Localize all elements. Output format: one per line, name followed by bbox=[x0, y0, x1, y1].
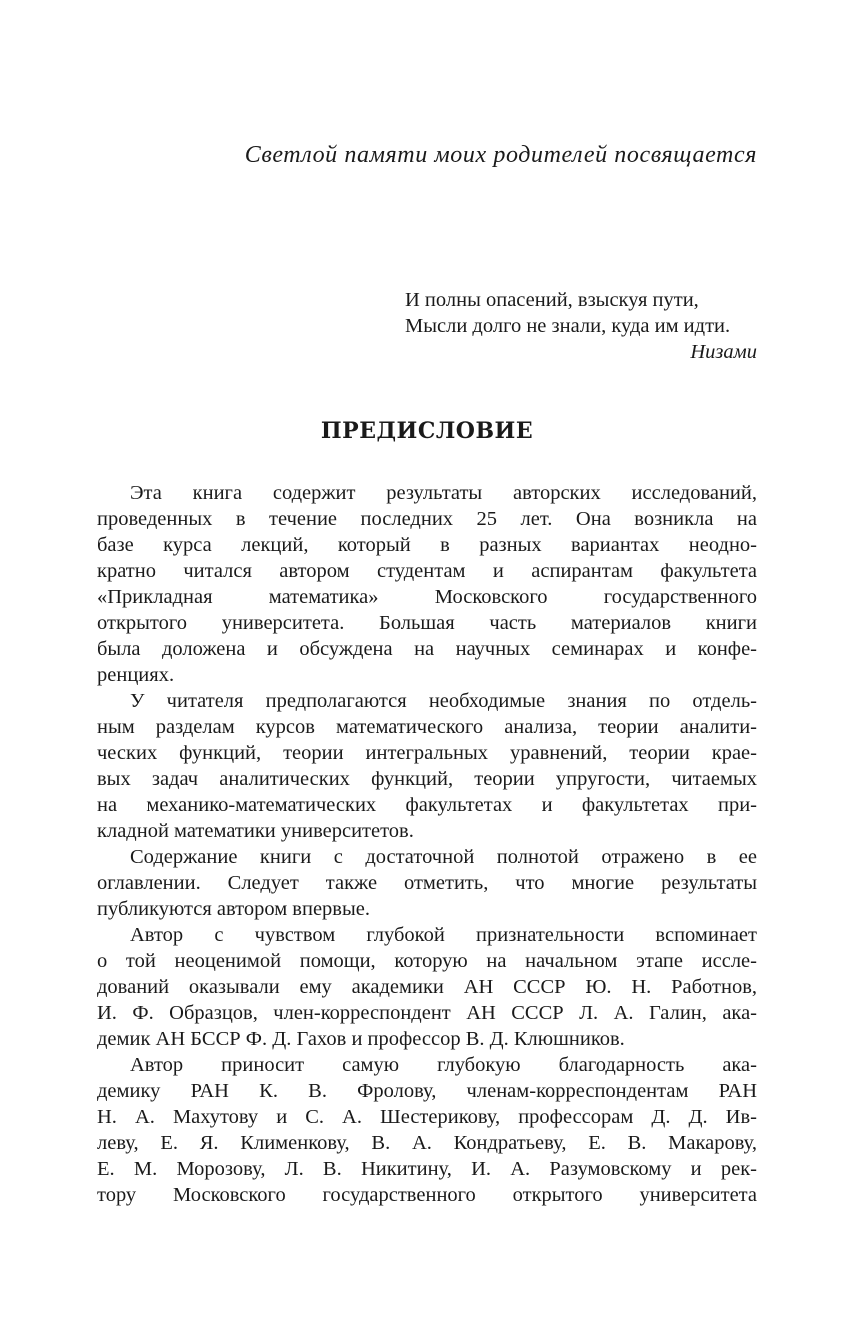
text-line: дований оказывали ему академики АН СССР Ю. Н. Работнов, bbox=[97, 976, 757, 998]
text-line: кратно читался автором студентам и аспирантам факультета bbox=[97, 560, 757, 582]
epigraph-author: Низами bbox=[690, 341, 757, 363]
text-line: проведенных в течение последних 25 лет. Она возникла на bbox=[97, 508, 757, 530]
epigraph bbox=[405, 287, 757, 365]
text-line: демик АН БССР Ф. Д. Гахов и профессор В. Д. Клюшников. bbox=[97, 1028, 625, 1050]
page-title: ПРЕДИСЛОВИЕ bbox=[320, 418, 534, 444]
text-line: кладной математики университетов. bbox=[97, 820, 414, 842]
preface-text bbox=[97, 480, 757, 1208]
text-line: И. Ф. Образцов, член-корреспондент АН СССР Л. А. Галин, ака- bbox=[97, 1002, 757, 1024]
dedication: Светлой памяти моих родителей посвящается bbox=[244, 142, 757, 168]
text-line: У читателя предполагаются необходимые знания по отдель- bbox=[130, 690, 757, 712]
epigraph-line: Мысли долго не знали, куда им идти. bbox=[405, 315, 731, 337]
text-line: Е. М. Морозову, Л. В. Никитину, И. А. Разумовскому и рек- bbox=[97, 1158, 757, 1180]
text-line: ческих функций, теории интегральных уравнений, теории крае- bbox=[97, 742, 757, 764]
text-line: на механико-математических факультетах и факультетах при- bbox=[97, 794, 757, 816]
text-line: Автор с чувством глубокой признательности вспоминает bbox=[130, 924, 757, 946]
text-line: была доложена и обсуждена на научных семинарах и конфе- bbox=[97, 638, 757, 660]
text-line: базе курса лекций, который в разных вариантах неодно- bbox=[97, 534, 757, 556]
epigraph-line: И полны опасений, взыскуя пути, bbox=[405, 289, 699, 311]
text-line: Автор приносит самую глубокую благодарность ака- bbox=[130, 1054, 757, 1076]
text-line: ным разделам курсов математического анализа, теории аналити- bbox=[97, 716, 757, 738]
text-line: ренциях. bbox=[97, 664, 175, 686]
text-line: демику РАН К. В. Фролову, членам-корреспондентам РАН bbox=[97, 1080, 757, 1102]
text-line: о той неоценимой помощи, которую на начальном этапе иссле- bbox=[97, 950, 757, 972]
text-line: тору Московского государственного открытого университета bbox=[97, 1184, 757, 1206]
book-page bbox=[97, 0, 757, 1330]
text-line: Н. А. Махутову и С. А. Шестерикову, профессорам Д. Д. Ив- bbox=[97, 1106, 757, 1128]
text-line: оглавлении. Следует также отметить, что многие результаты bbox=[97, 872, 757, 894]
text-line: вых задач аналитических функций, теории упругости, читаемых bbox=[97, 768, 757, 790]
text-line: публикуются автором впервые. bbox=[97, 898, 370, 920]
text-line: леву, Е. Я. Клименкову, В. А. Кондратьеву, Е. В. Макарову, bbox=[97, 1132, 757, 1154]
text-line: открытого университета. Большая часть материалов книги bbox=[97, 612, 757, 634]
text-line: «Прикладная математика» Московского государственного bbox=[97, 586, 757, 608]
text-line: Эта книга содержит результаты авторских исследований, bbox=[130, 482, 757, 504]
text-line: Содержание книги с достаточной полнотой отражено в ее bbox=[130, 846, 757, 868]
